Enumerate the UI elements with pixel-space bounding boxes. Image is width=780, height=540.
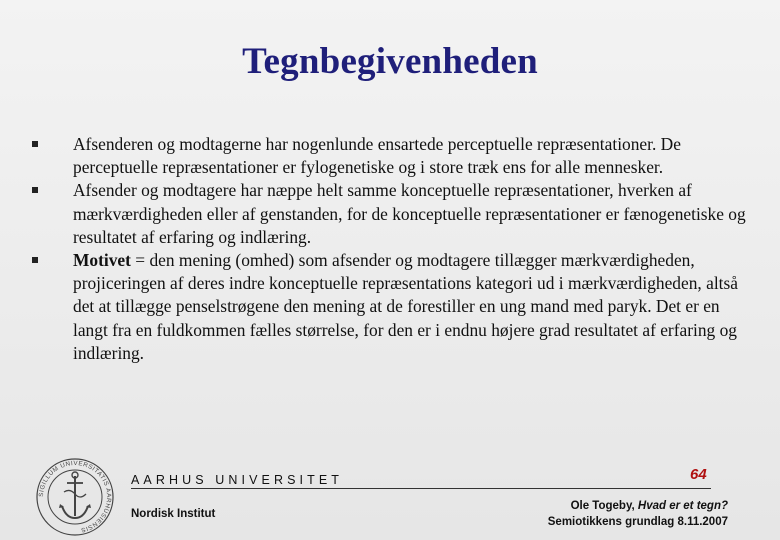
bullet-square-icon — [32, 187, 38, 193]
university-name: AARHUS UNIVERSITET — [131, 473, 344, 487]
credit-line-1 — [548, 498, 728, 514]
bullet-text: Afsenderen og modtagerne har nogenlunde ensartede perceptuelle repræsentationer. De perceptuelle repræsentationer er fylogenetiske og i store træk ens for alle mennesker. — [73, 134, 681, 178]
bullet-square-icon — [32, 257, 38, 263]
bullet-list — [30, 133, 750, 365]
svg-text:SIGILLUM UNIVERSITATIS AARHUSI: SIGILLUM UNIVERSITATIS AARHUSIENSIS — [37, 459, 113, 534]
bullet-square-icon — [32, 141, 38, 147]
credit-talk-title: Hvad er et tegn? — [637, 500, 728, 512]
institute-name: Nordisk Institut — [131, 508, 216, 520]
bullet-lead-term: Motivet — [73, 250, 131, 271]
bullet-item — [30, 133, 750, 179]
bullet-text: = den mening (omhed) som afsender og modtagere tillægger mærkværdigheden, projiceringen af deres indre konceptuelle repræsentations kategori ud i mærkværdigheden, altså det at tillægge penselstrøgene den mening at de forestiller en ung mand med paryk. Det er en langt fra en fuldkommen fælles størrelse, for den er i endnu højere grad resultatet af erfaring og indlæring. — [73, 250, 738, 363]
footer-credit — [548, 498, 728, 530]
credit-author: Ole Togeby, — [570, 500, 638, 512]
slide-title: Tegnbegivenheden — [242, 41, 538, 82]
bullet-item — [30, 179, 750, 249]
credit-event: Semiotikkens grundlag 8.11.2007 — [547, 516, 728, 528]
bullet-item — [30, 249, 750, 365]
bullet-text: Afsender og modtagere har næppe helt samme konceptuelle repræsentationer, hverken af mærkværdigheden eller af genstanden, for de konceptuelle repræsentationer er fænogenetiske og resultatet af erfaring og indlæring. — [73, 180, 746, 247]
footer-divider — [131, 488, 711, 489]
university-seal-icon — [34, 456, 116, 538]
page-number: 64 — [690, 466, 707, 483]
